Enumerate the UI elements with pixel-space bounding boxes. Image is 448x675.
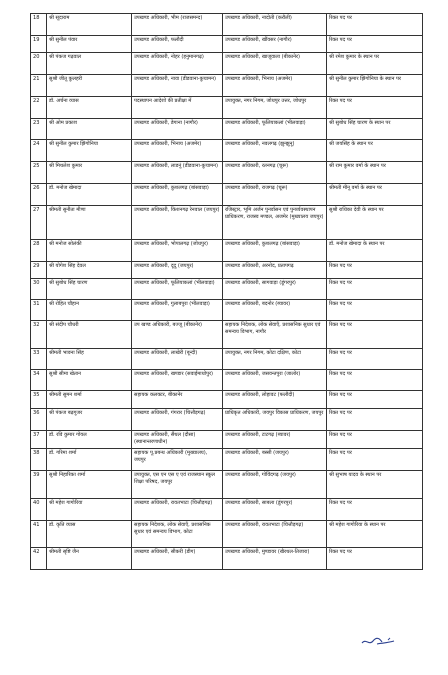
table-row — [31, 262, 423, 279]
current-posting-cell: उपखण्ड अधिकारी, किशनगढ़ रेनवाल (जयपुर) — [132, 206, 223, 240]
new-posting-cell: उपखण्ड अधिकारी, साबला (डूंगरपुर) — [223, 499, 327, 521]
new-posting-cell: उपायुक्त, नगर निगम, जोधपुर उत्तर, जोधपुर — [223, 97, 327, 119]
remark-cell: श्री सुभाष यादव के स्थान पर — [327, 471, 423, 499]
table-row — [31, 449, 423, 471]
new-posting-cell: उपखण्ड अधिकारी, नादोती (करौली) — [223, 14, 327, 36]
officer-name-cell: सुश्री निहारिका शर्मा — [47, 471, 132, 499]
new-posting-cell: उपखण्ड अधिकारी, खींवसर (नागौर) — [223, 36, 327, 53]
table-row — [31, 548, 423, 570]
serial-number-cell: 38 — [31, 449, 47, 471]
table-row — [31, 409, 423, 431]
remark-cell: श्री राम कुमार वर्मा के स्थान पर — [327, 162, 423, 184]
new-posting-cell: उपखण्ड अधिकारी, जसवन्तपुरा (जालोर) — [223, 370, 327, 391]
remark-cell: रिक्त पद पर — [327, 548, 423, 570]
remark-cell: सुश्री राधिका देवी के स्थान पर — [327, 206, 423, 240]
table-row — [31, 499, 423, 521]
current-posting-cell: सहायक निदेशक, लोक सेवाएँ, प्रशासनिक सुधार एवं समन्वय विभाग, कोटा — [132, 521, 223, 548]
serial-number-cell: 23 — [31, 119, 47, 140]
new-posting-cell: उपखण्ड अधिकारी, भिनाय (अजमेर) — [223, 75, 327, 97]
officer-name-cell: श्री पंकज गढ़वाल — [47, 53, 132, 75]
new-posting-cell: उपखण्ड अधिकारी, सागवाड़ा (डूंगरपुर) — [223, 279, 327, 300]
serial-number-cell: 26 — [31, 184, 47, 206]
serial-number-cell: 37 — [31, 431, 47, 449]
officer-name-cell: डॉ. अर्चना व्यास — [47, 97, 132, 119]
serial-number-cell: 19 — [31, 36, 47, 53]
new-posting-cell: सहायक निदेशक, लोक सेवाएँ, प्रशासनिक सुधार एवं समन्वय विभाग, नागौर — [223, 321, 327, 349]
officer-name-cell: श्री ओम प्रकाश — [47, 119, 132, 140]
remark-cell: रिक्त पद पर — [327, 36, 423, 53]
table-row — [31, 184, 423, 206]
table-row — [31, 521, 423, 548]
serial-number-cell: 32 — [31, 321, 47, 349]
remark-cell: रिक्त पद पर — [327, 321, 423, 349]
officer-name-cell: श्री पंकज बढ़गूजर — [47, 409, 132, 431]
current-posting-cell: उपखण्ड अधिकारी, फलौदी — [132, 36, 223, 53]
new-posting-cell: उपखण्ड अधिकारी, राजगढ़ (चूरू) — [223, 184, 327, 206]
table-row — [31, 140, 423, 162]
officer-name-cell: श्रीमती भावना सिंह — [47, 349, 132, 370]
current-posting-cell: उपखण्ड अधिकारी, लाडनूं (डीडवाना-कुचामन) — [132, 162, 223, 184]
officer-name-cell: श्री महेश गागोरिया — [47, 499, 132, 521]
remark-cell: रिक्त पद पर — [327, 449, 423, 471]
remark-cell: डॉ. मनोज खेमादा के स्थान पर — [327, 240, 423, 262]
remark-cell: श्री सुबोध सिंह चारण के स्थान पर — [327, 119, 423, 140]
serial-number-cell: 42 — [31, 548, 47, 570]
officer-name-cell: श्री संदीप चौधरी — [47, 321, 132, 349]
officer-name-cell: श्री सुनील पंवार — [47, 36, 132, 53]
officer-name-cell: श्री सूदाराम — [47, 14, 132, 36]
table-body — [31, 14, 423, 570]
current-posting-cell: उपखण्ड अधिकारी, लाखेरी (बून्दी) — [132, 349, 223, 370]
serial-number-cell: 24 — [31, 140, 47, 162]
remark-cell: श्रीमती मीनू वर्मा के स्थान पर — [327, 184, 423, 206]
table-row — [31, 97, 423, 119]
table-row — [31, 431, 423, 449]
current-posting-cell: सहायक कलक्टर, बीकानेर — [132, 391, 223, 409]
officer-name-cell: सुश्री सीमा खेतान — [47, 370, 132, 391]
current-posting-cell: उपखण्ड अधिकारी, भीम (राजसमन्द) — [132, 14, 223, 36]
current-posting-cell: उपखण्ड अधिकारी, नोहर (हनुमानगढ़) — [132, 53, 223, 75]
table-row — [31, 206, 423, 240]
new-posting-cell: उपखण्ड अधिकारी, खाजूवाला (बीकानेर) — [223, 53, 327, 75]
remark-cell: रिक्त पद पर — [327, 431, 423, 449]
serial-number-cell: 22 — [31, 97, 47, 119]
officer-name-cell: श्री सुनील कुमार झिंगोनिया — [47, 140, 132, 162]
current-posting-cell: पदस्थापन आदेशो की प्रतीक्षा में — [132, 97, 223, 119]
current-posting-cell: उपखण्ड अधिकारी, फूलियाकलां (भीलवाड़ा) — [132, 279, 223, 300]
officer-name-cell: डॉ. रवि कुमार गोयल — [47, 431, 132, 449]
officer-name-cell: श्रीमती सृष्टि जैन — [47, 548, 132, 570]
current-posting-cell: उपखण्ड अधिकारी, भोपालगढ़ (जोधपुर) — [132, 240, 223, 262]
table-row — [31, 119, 423, 140]
table-row — [31, 14, 423, 36]
serial-number-cell: 33 — [31, 349, 47, 370]
new-posting-cell: उपखण्ड अधिकारी, लोहावट (फलौदी) — [223, 391, 327, 409]
current-posting-cell: उपखण्ड अधिकारी, गुलाबपुरा (भीलवाड़ा) — [132, 300, 223, 321]
table-row — [31, 321, 423, 349]
new-posting-cell: रजिस्ट्रार, भूमि अर्जन पुनर्वासन एवं पुनर्व्यवस्थापन प्राधिकरण, राजस्व मण्डल, अजमेर (मुख्यालय जयपुर) — [223, 206, 327, 240]
current-posting-cell: उप खण्ड अधिकारी, बज्जू (बीकानेर) — [132, 321, 223, 349]
remark-cell: रिक्त पद पर — [327, 370, 423, 391]
serial-number-cell: 27 — [31, 206, 47, 240]
serial-number-cell: 39 — [31, 471, 47, 499]
current-posting-cell: उपखण्ड अधिकारी, सैंथल (दौसा) (स्थानान्तरणाधीन) — [132, 431, 223, 449]
new-posting-cell: प्राधिकृत अधिकारी, जयपुर विकास प्राधिकरण, जयपुर — [223, 409, 327, 431]
table-row — [31, 349, 423, 370]
officer-name-cell: श्री मिथलेश कुमार — [47, 162, 132, 184]
serial-number-cell: 21 — [31, 75, 47, 97]
serial-number-cell: 20 — [31, 53, 47, 75]
officer-name-cell: श्री योगेश सिंह देवल — [47, 262, 132, 279]
serial-number-cell: 34 — [31, 370, 47, 391]
current-posting-cell: सहायक पू.प्रबन्ध अधिकारी (मुख्यालय), जयपुर — [132, 449, 223, 471]
new-posting-cell: उपखण्ड अधिकारी, रावतभाटा (चित्तौड़गढ़) — [223, 521, 327, 548]
table-row — [31, 162, 423, 184]
officer-name-cell: डॉ. गरिमा शर्मा — [47, 449, 132, 471]
remark-cell: श्री रमेश कुमार के स्थान पर — [327, 53, 423, 75]
remark-cell: रिक्त पद पर — [327, 14, 423, 36]
officer-name-cell: डॉ. मनोज खेमादा — [47, 184, 132, 206]
remark-cell: रिक्त पद पर — [327, 262, 423, 279]
officer-name-cell: सुश्री जीतू कुलहरी — [47, 75, 132, 97]
serial-number-cell: 18 — [31, 14, 47, 36]
new-posting-cell: उपखण्ड अधिकारी, नवलगढ़ (झुन्झुनू) — [223, 140, 327, 162]
current-posting-cell: उपखण्ड अधिकारी, खण्डार (सवाईमाधोपुर) — [132, 370, 223, 391]
new-posting-cell: उपखण्ड अधिकारी, अरनोद, प्रतापगढ़ — [223, 262, 327, 279]
new-posting-cell: उपखण्ड अधिकारी, मुण्डावर (खैरथल-तिजारा) — [223, 548, 327, 570]
transfer-table — [30, 13, 423, 570]
current-posting-cell: उपखण्ड अधिकारी, डेगाना (नागौर) — [132, 119, 223, 140]
remark-cell: रिक्त पद पर — [327, 97, 423, 119]
remark-cell: रिक्त पद पर — [327, 499, 423, 521]
current-posting-cell: उपखण्ड अधिकारी, रावतभाटा (चित्तौड़गढ़) — [132, 499, 223, 521]
table-row — [31, 36, 423, 53]
remark-cell: श्री जयसिंह के स्थान पर — [327, 140, 423, 162]
serial-number-cell: 35 — [31, 391, 47, 409]
table-row — [31, 391, 423, 409]
serial-number-cell: 41 — [31, 521, 47, 548]
signature-mark — [360, 632, 400, 648]
remark-cell: रिक्त पद पर — [327, 409, 423, 431]
current-posting-cell: उपखण्ड अधिकारी, दूदू (जयपुर) — [132, 262, 223, 279]
remark-cell: श्री सुनील कुमार झिंगोनिया के स्थान पर — [327, 75, 423, 97]
serial-number-cell: 29 — [31, 262, 47, 279]
current-posting-cell: उपखण्ड अधिकारी, भिनाय (अजमेर) — [132, 140, 223, 162]
table-row — [31, 240, 423, 262]
serial-number-cell: 25 — [31, 162, 47, 184]
new-posting-cell: उपखण्ड अधिकारी, टाटगढ़ (ब्यावर) — [223, 431, 327, 449]
serial-number-cell: 31 — [31, 300, 47, 321]
remark-cell: रिक्त पद पर — [327, 300, 423, 321]
table-row — [31, 300, 423, 321]
remark-cell: रिक्त पद पर — [327, 391, 423, 409]
officer-name-cell: श्री सुबोध सिंह चारण — [47, 279, 132, 300]
remark-cell: रिक्त पद पर — [327, 279, 423, 300]
officer-name-cell: डॉ. कृति व्यास — [47, 521, 132, 548]
current-posting-cell: उपखण्ड अधिकारी, कुशलगढ़ (बांसवाड़ा) — [132, 184, 223, 206]
serial-number-cell: 40 — [31, 499, 47, 521]
table-row — [31, 471, 423, 499]
new-posting-cell: उपखण्ड अधिकारी, कुशलगढ़ (बांसवाड़ा) — [223, 240, 327, 262]
current-posting-cell: उपखण्ड अधिकारी, गंगरार (चित्तौड़गढ़) — [132, 409, 223, 431]
current-posting-cell: उपायुक्त, एस एन एस ए एवं राजस्थान स्कूल शिक्षा परिषद, जयपुर — [132, 471, 223, 499]
new-posting-cell: उपखण्ड अधिकारी, गोविंदगढ़ (जयपुर) — [223, 471, 327, 499]
officer-name-cell: श्री मनोज सोलंकी — [47, 240, 132, 262]
table-row — [31, 279, 423, 300]
serial-number-cell: 30 — [31, 279, 47, 300]
new-posting-cell: उपायुक्त, नगर निगम, कोटा दक्षिण, कोटा — [223, 349, 327, 370]
remark-cell: रिक्त पद पर — [327, 349, 423, 370]
table-row — [31, 75, 423, 97]
current-posting-cell: उपखण्ड अधिकारी, सीकरी (डीग) — [132, 548, 223, 570]
serial-number-cell: 36 — [31, 409, 47, 431]
current-posting-cell: उपखण्ड अधिकारी, नावा (डीडवाना-कुचामन) — [132, 75, 223, 97]
new-posting-cell: उपखण्ड अधिकारी, फूलियाकलां (भीलवाड़ा) — [223, 119, 327, 140]
officer-name-cell: श्रीमती सुनीता मीणा — [47, 206, 132, 240]
new-posting-cell: उपखण्ड अधिकारी, बदनोर (ब्यावर) — [223, 300, 327, 321]
signature — [360, 632, 400, 648]
new-posting-cell: उपखण्ड अधिकारी, बस्सी (जयपुर) — [223, 449, 327, 471]
table-row — [31, 370, 423, 391]
table-row — [31, 53, 423, 75]
officer-name-cell: श्रीमती सुमन शर्मा — [47, 391, 132, 409]
new-posting-cell: उपखण्ड अधिकारी, रतनगढ़ (चूरू) — [223, 162, 327, 184]
serial-number-cell: 28 — [31, 240, 47, 262]
remark-cell: श्री महेश गागोरिया के स्थान पर — [327, 521, 423, 548]
officer-name-cell: श्री रोहित चौहान — [47, 300, 132, 321]
